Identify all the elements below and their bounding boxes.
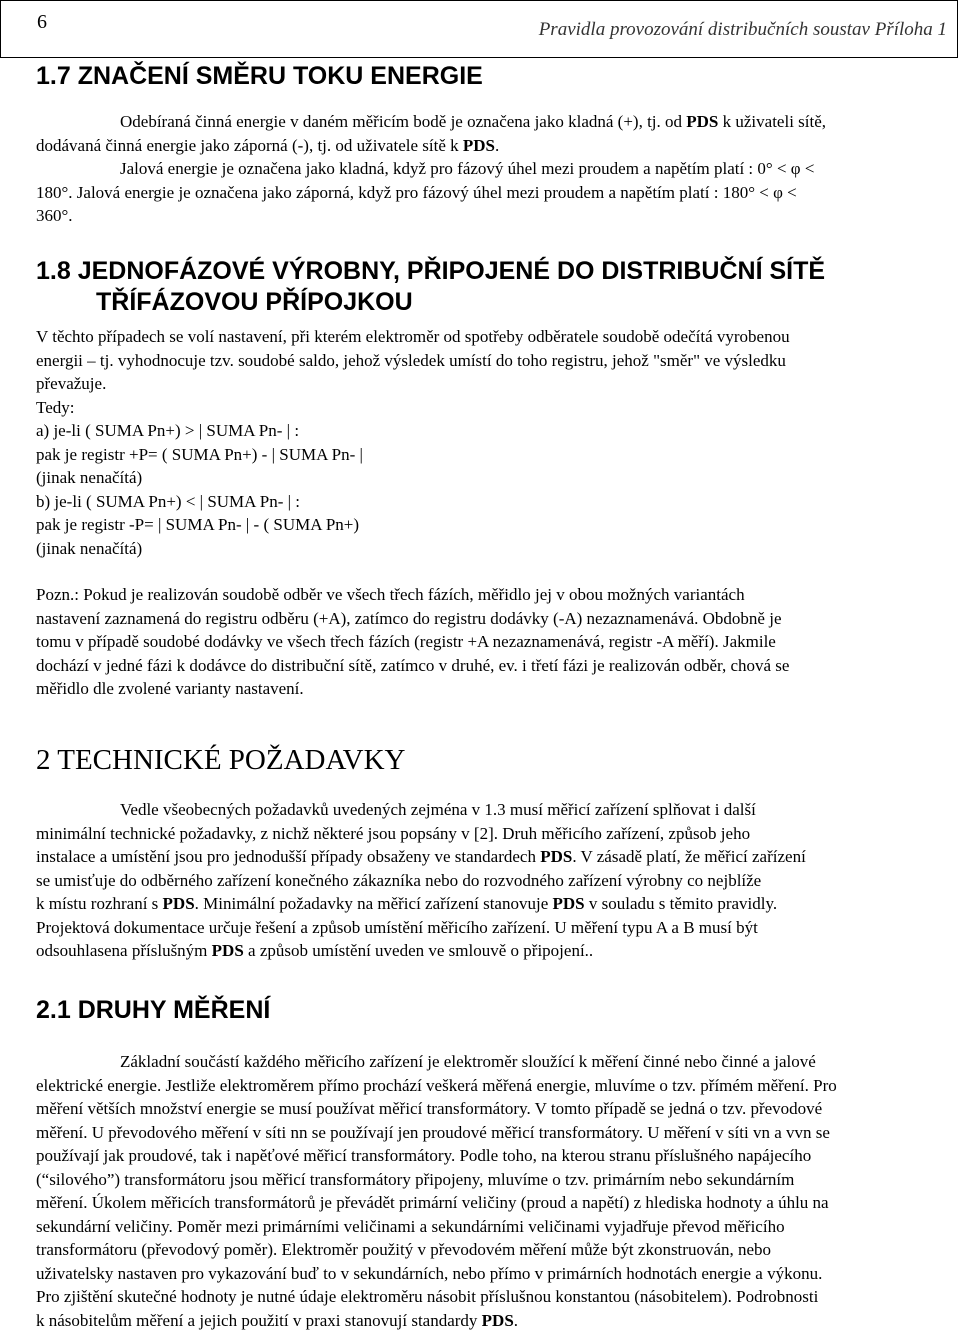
text-line: V těchto případech se volí nastavení, při kterém elektroměr od spotřeby odběratele soudobě odečítá vyrobenou	[36, 327, 790, 346]
text-line: nastavení zaznamená do registru odběru (+A), zatímco do registru dodávky (-A) nezaznamenává. Obdobně je	[36, 608, 782, 628]
text-line: pak je registr +P= ( SUMA Pn+) - | SUMA Pn- |	[36, 444, 363, 464]
section-2-heading: 2 TECHNICKÉ POŽADAVKY	[36, 744, 406, 776]
text-run: v souladu s těmito pravidly.	[584, 894, 778, 913]
text-run: Jalová energie je označena jako kladná, když pro fázový úhel mezi proudem a napětím platí : 0° < φ <	[120, 159, 815, 178]
text-line	[36, 110, 924, 134]
section-2-1-body	[36, 1050, 924, 1332]
text-run: .	[495, 135, 500, 155]
text-run: a způsob umístění uveden ve smlouvě o připojení..	[243, 941, 594, 960]
text-run: k místu rozhraní s	[36, 894, 163, 913]
text-line: pak je registr -P= | SUMA Pn- | - ( SUMA Pn+)	[36, 515, 360, 534]
heading-line: TŘÍFÁZOVOU PŘÍPOJKOU	[96, 288, 413, 316]
text-line: (jinak nenačítá)	[36, 538, 143, 558]
heading-line: 1.8 JEDNOFÁZOVÉ VÝROBNY, PŘIPOJENÉ DO DISTRIBUČNÍ SÍTĚ	[36, 257, 826, 285]
text-line	[36, 798, 924, 822]
text-line: Tedy:	[36, 397, 75, 417]
text-line: b) je-li ( SUMA Pn+) < | SUMA Pn- | :	[36, 491, 301, 511]
section-1-8-note	[36, 583, 924, 701]
page-header	[0, 0, 958, 58]
running-title: Pravidla provozování distribučních soustav Příloha 1	[538, 19, 947, 40]
text-line: Pro zjištění skutečné hodnoty je nutné údaje elektroměru násobit příslušnou konstantou (násobitelem). Podrobnosti	[36, 1287, 819, 1306]
text-line	[36, 1309, 924, 1332]
text-run: dodávaná činná energie jako záporná (-), tj. od uživatele sítě k	[36, 135, 463, 155]
text-line: se umisťuje do odběrného zařízení konečného zákazníka nebo do rozvodného zařízení výrobny co nejblíže	[36, 870, 762, 890]
text-run: k násobitelům měření a jejich použití v praxi stanovují standardy	[36, 1310, 482, 1330]
text-run: odsouhlasena příslušným	[36, 941, 212, 960]
pds-abbr: PDS	[481, 1310, 514, 1330]
text-run: Vedle všeobecných požadavků uvedených zejména v 1.3 musí měřicí zařízení splňovat i další	[120, 800, 756, 819]
text-line: a) je-li ( SUMA Pn+) > | SUMA Pn- | :	[36, 421, 300, 440]
text-line: měření větších množství energie se musí používat měřicí transformátory. V tomto případě se jedná o tzv. převodové	[36, 1099, 823, 1118]
text-run: .	[513, 1310, 519, 1330]
pds-abbr: PDS	[462, 135, 495, 155]
text-run: instalace a umístění jsou pro jednodušší případy obsaženy ve standardech	[36, 847, 541, 866]
text-line	[36, 1050, 924, 1074]
section-1-7-paragraph-1	[36, 110, 924, 157]
text-run: . V zásadě platí, že měřicí zařízení	[572, 847, 806, 866]
section-1-7-paragraph-2	[36, 157, 924, 228]
text-line: minimální technické požadavky, z nichž některé jsou popsány v [2]. Druh měřicího zařízení, způsob jeho	[36, 823, 751, 843]
section-2-body	[36, 798, 924, 963]
text-line: Projektová dokumentace určuje řešení a způsob umístění měřicího zařízení. U měření typu A a B musí být	[36, 917, 758, 937]
text-line	[36, 134, 924, 158]
text-line: Pozn.: Pokud je realizován soudobě odběr ve všech třech fázích, měřidlo jej v obou možných variantách	[36, 585, 745, 604]
text-line	[36, 157, 924, 181]
text-line: tomu v případě soudobé dodávky ve všech třech fázích (registr +A nezaznamenává, registr -A měří). Jakmile	[36, 632, 776, 651]
section-1-7-heading: 1.7 ZNAČENÍ SMĚRU TOKU ENERGIE	[36, 62, 483, 90]
section-1-8-heading	[36, 256, 825, 318]
text-line: energii – tj. vyhodnocuje tzv. soudobé saldo, jehož výsledek umístí do toho registru, jehož "směr" ve výsledku	[36, 350, 786, 370]
text-run: Základní součástí každého měřicího zařízení je elektroměr sloužící k měření činné nebo činné a jalové	[120, 1052, 816, 1071]
pds-abbr: PDS	[162, 894, 195, 913]
pds-abbr: PDS	[211, 941, 244, 960]
text-line: (jinak nenačítá)	[36, 468, 143, 487]
text-line: elektrické energie. Jestliže elektroměrem přímo prochází veškerá měřená energie, mluvíme o tzv. přímém měření. Pro	[36, 1075, 837, 1095]
text-line: sekundární veličiny. Poměr mezi primárními veličinami a sekundárními veličinami vyjadřuje převod měřicího	[36, 1216, 785, 1236]
text-line: používají jak proudové, tak i napěťové měřicí transformátory. Podle toho, na kterou stranu příslušného napájecího	[36, 1146, 812, 1165]
text-line: 360°.	[36, 206, 73, 225]
text-run: Odebíraná činná energie v daném měřicím bodě je označena jako kladná (+), tj. od	[120, 112, 687, 131]
text-line: měření. Úkolem měřicích transformátorů je převádět primární veličiny (proud a napětí) z hlediska hodnoty a úhlu na	[36, 1193, 829, 1212]
pds-abbr: PDS	[552, 894, 585, 913]
section-1-8-body	[36, 325, 924, 560]
section-2-1-heading: 2.1 DRUHY MĚŘENÍ	[36, 996, 271, 1024]
text-line	[36, 939, 924, 963]
text-line: měření. U převodového měření v síti nn se používají jen proudové měřicí transformátory. U měření v síti vn a vvn se	[36, 1122, 830, 1142]
text-line: měřidlo dle zvolené varianty nastavení.	[36, 679, 304, 698]
pds-abbr: PDS	[686, 112, 719, 131]
text-line: uživatelsky nastaven pro vykazování buď to v sekundárních, nebo přímo v primárních hodnotách energie a výkonu.	[36, 1263, 823, 1283]
pds-abbr: PDS	[540, 847, 573, 866]
text-line: (“silového”) transformátoru jsou měřicí transformátory připojeny, mluvíme o tzv. primárním nebo sekundárním	[36, 1169, 795, 1189]
text-line: transformátoru (převodový poměr). Elektroměr použitý v převodovém měření může být zkonstruován, nebo	[36, 1240, 772, 1259]
text-run: . Minimální požadavky na měřicí zařízení stanovuje	[194, 894, 553, 913]
text-line: převažuje.	[36, 374, 107, 393]
text-line	[36, 892, 924, 916]
text-run: k uživateli sítě,	[718, 112, 827, 131]
text-line	[36, 845, 924, 869]
text-line: dochází v jedné fázi k dodávce do distribuční sítě, zatímco v druhé, ev. i třetí fázi je realizován odběr, chová se	[36, 655, 790, 675]
text-line: 180°. Jalová energie je označena jako záporná, když pro fázový úhel mezi proudem a napětím platí : 180° < φ <	[36, 182, 797, 202]
page-number: 6	[37, 11, 47, 33]
